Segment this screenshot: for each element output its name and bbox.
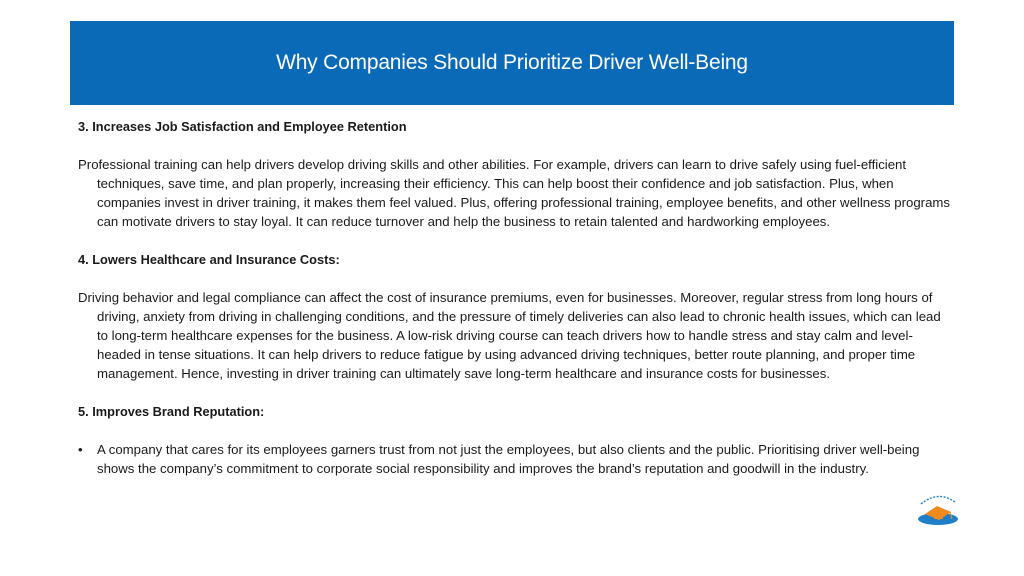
slide-title: Why Companies Should Prioritize Driver Well-Being	[276, 51, 748, 74]
section-body-healthcare-costs: Driving behavior and legal compliance can affect the cost of insurance premiums, even for businesses. Moreover, regular stress from long hours of driving, anxiety from driving in challenging conditions, and the pressure of timely deliveries can also lead to chronic health issues, which can lead to long-term healthcare expenses for the business. A low-risk driving course can teach drivers how to handle stress and stay calm and level-headed in tense situations. It can help drivers to reduce fatigue by using advanced driving techniques, better route planning, and proper time management. Hence, investing in driver training can ultimately save long-term healthcare and insurance costs for businesses.	[78, 290, 941, 381]
bullet-item	[78, 440, 950, 478]
section-heading-healthcare-costs: 4. Lowers Healthcare and Insurance Costs:	[78, 252, 340, 267]
section-heading-brand-reputation: 5. Improves Brand Reputation:	[78, 404, 265, 419]
title-banner	[70, 21, 954, 105]
section-body-brand-reputation: A company that cares for its employees garners trust from not just the employees, but also clients and the public. Prioritising driver well-being shows the company’s commitment to corporate social responsibility and improves the brand’s reputation and goodwill in the industry.	[97, 442, 920, 476]
section-heading-job-satisfaction: 3. Increases Job Satisfaction and Employee Retention	[78, 119, 407, 134]
slide-content	[78, 117, 950, 478]
graduation-cap-logo-icon	[915, 492, 961, 526]
bullet-mark: •	[78, 442, 83, 457]
section-body-job-satisfaction: Professional training can help drivers develop driving skills and other abilities. For example, drivers can learn to drive safely using fuel-efficient techniques, save time, and plan properly, increasing their efficiency. This can help boost their confidence and job satisfaction. Plus, when companies invest in driver training, it makes them feel valued. Plus, offering professional training, employee benefits, and other wellness programs can motivate drivers to stay loyal. It can reduce turnover and help the business to retain talented and hardworking employees.	[78, 157, 950, 229]
